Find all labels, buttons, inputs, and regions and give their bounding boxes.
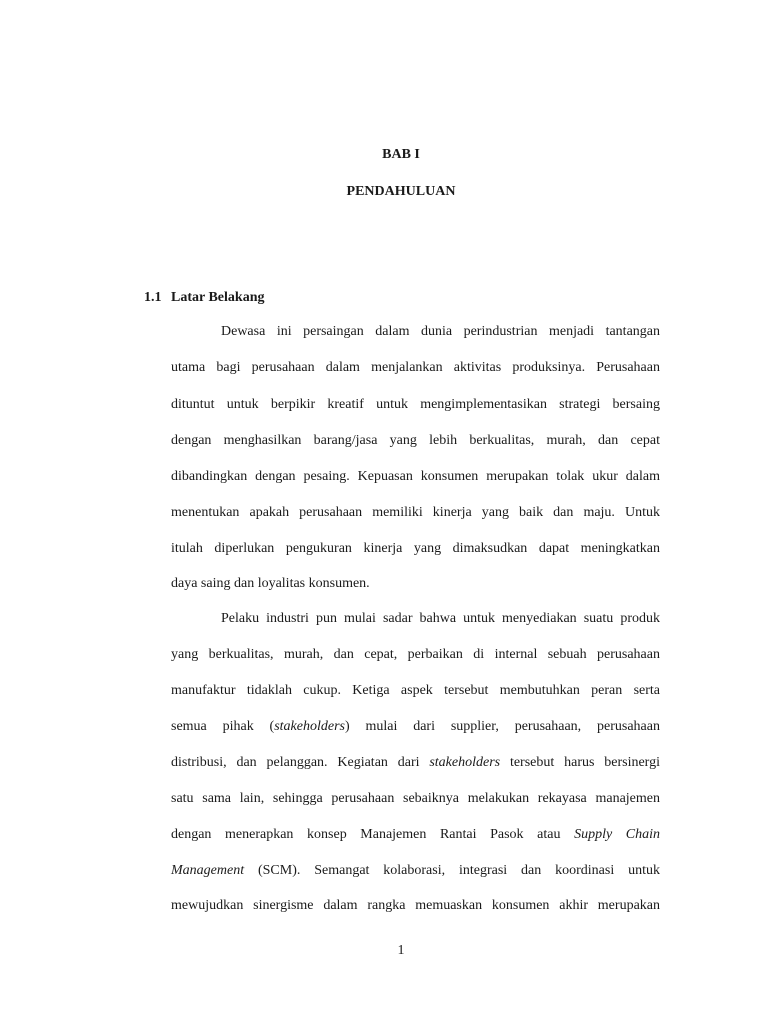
chapter-title: PENDAHULUAN — [346, 184, 456, 199]
chapter-number: BAB I — [382, 147, 420, 162]
section-number: 1.1 — [144, 290, 162, 305]
paragraph-line: itulah diperlukan pengukuran kinerja yang dimaksudkan dapat meningkatkan — [171, 541, 660, 556]
italic-term: Management — [171, 863, 245, 878]
paragraph-line — [171, 718, 660, 736]
paragraph-line: dibandingkan dengan pesaing. Kepuasan konsumen merupakan tolak ukur dalam — [171, 469, 660, 484]
paragraph-line: Pelaku industri pun mulai sadar bahwa untuk menyediakan suatu produk — [221, 611, 660, 626]
paragraph-line: utama bagi perusahaan dalam menjalankan aktivitas produksinya. Perusahaan — [171, 360, 660, 375]
paragraph-line: manufaktur tidaklah cukup. Ketiga aspek tersebut membutuhkan peran serta — [171, 683, 660, 698]
paragraph-line: yang berkualitas, murah, dan cepat, perbaikan di internal sebuah perusahaan — [171, 647, 660, 662]
text-run: ) mulai dari supplier, perusahaan, perusahaan — [344, 719, 660, 734]
italic-term: stakeholders — [429, 755, 501, 770]
paragraph-line: daya saing dan loyalitas konsumen. — [171, 576, 370, 591]
paragraph-line — [171, 826, 660, 844]
italic-term: Supply Chain — [574, 827, 660, 842]
text-run: tersebut harus bersinergi — [500, 755, 660, 770]
paragraph-line: dengan menghasilkan barang/jasa yang lebih berkualitas, murah, dan cepat — [171, 433, 660, 448]
italic-term: stakeholders — [274, 719, 345, 734]
text-run: semua pihak ( — [171, 719, 275, 734]
paragraph-line — [171, 862, 660, 880]
section-title: Latar Belakang — [171, 290, 265, 305]
paragraph-line: menentukan apakah perusahaan memiliki kinerja yang baik dan maju. Untuk — [171, 505, 660, 520]
text-run: distribusi, dan pelanggan. Kegiatan dari — [171, 755, 430, 770]
text-run: (SCM). Semangat kolaborasi, integrasi dan koordinasi untuk — [244, 863, 660, 878]
paragraph-line: dituntut untuk berpikir kreatif untuk mengimplementasikan strategi bersaing — [171, 397, 660, 412]
paragraph-line: Dewasa ini persaingan dalam dunia perindustrian menjadi tantangan — [221, 324, 660, 339]
paragraph-line: mewujudkan sinergisme dalam rangka memuaskan konsumen akhir merupakan — [171, 898, 660, 913]
page-number: 1 — [397, 943, 405, 958]
paragraph-line — [171, 754, 660, 772]
paragraph-line: satu sama lain, sehingga perusahaan sebaiknya melakukan rekayasa manajemen — [171, 791, 660, 806]
text-run: dengan menerapkan konsep Manajemen Rantai Pasok atau — [171, 827, 575, 842]
section-heading — [144, 290, 264, 306]
